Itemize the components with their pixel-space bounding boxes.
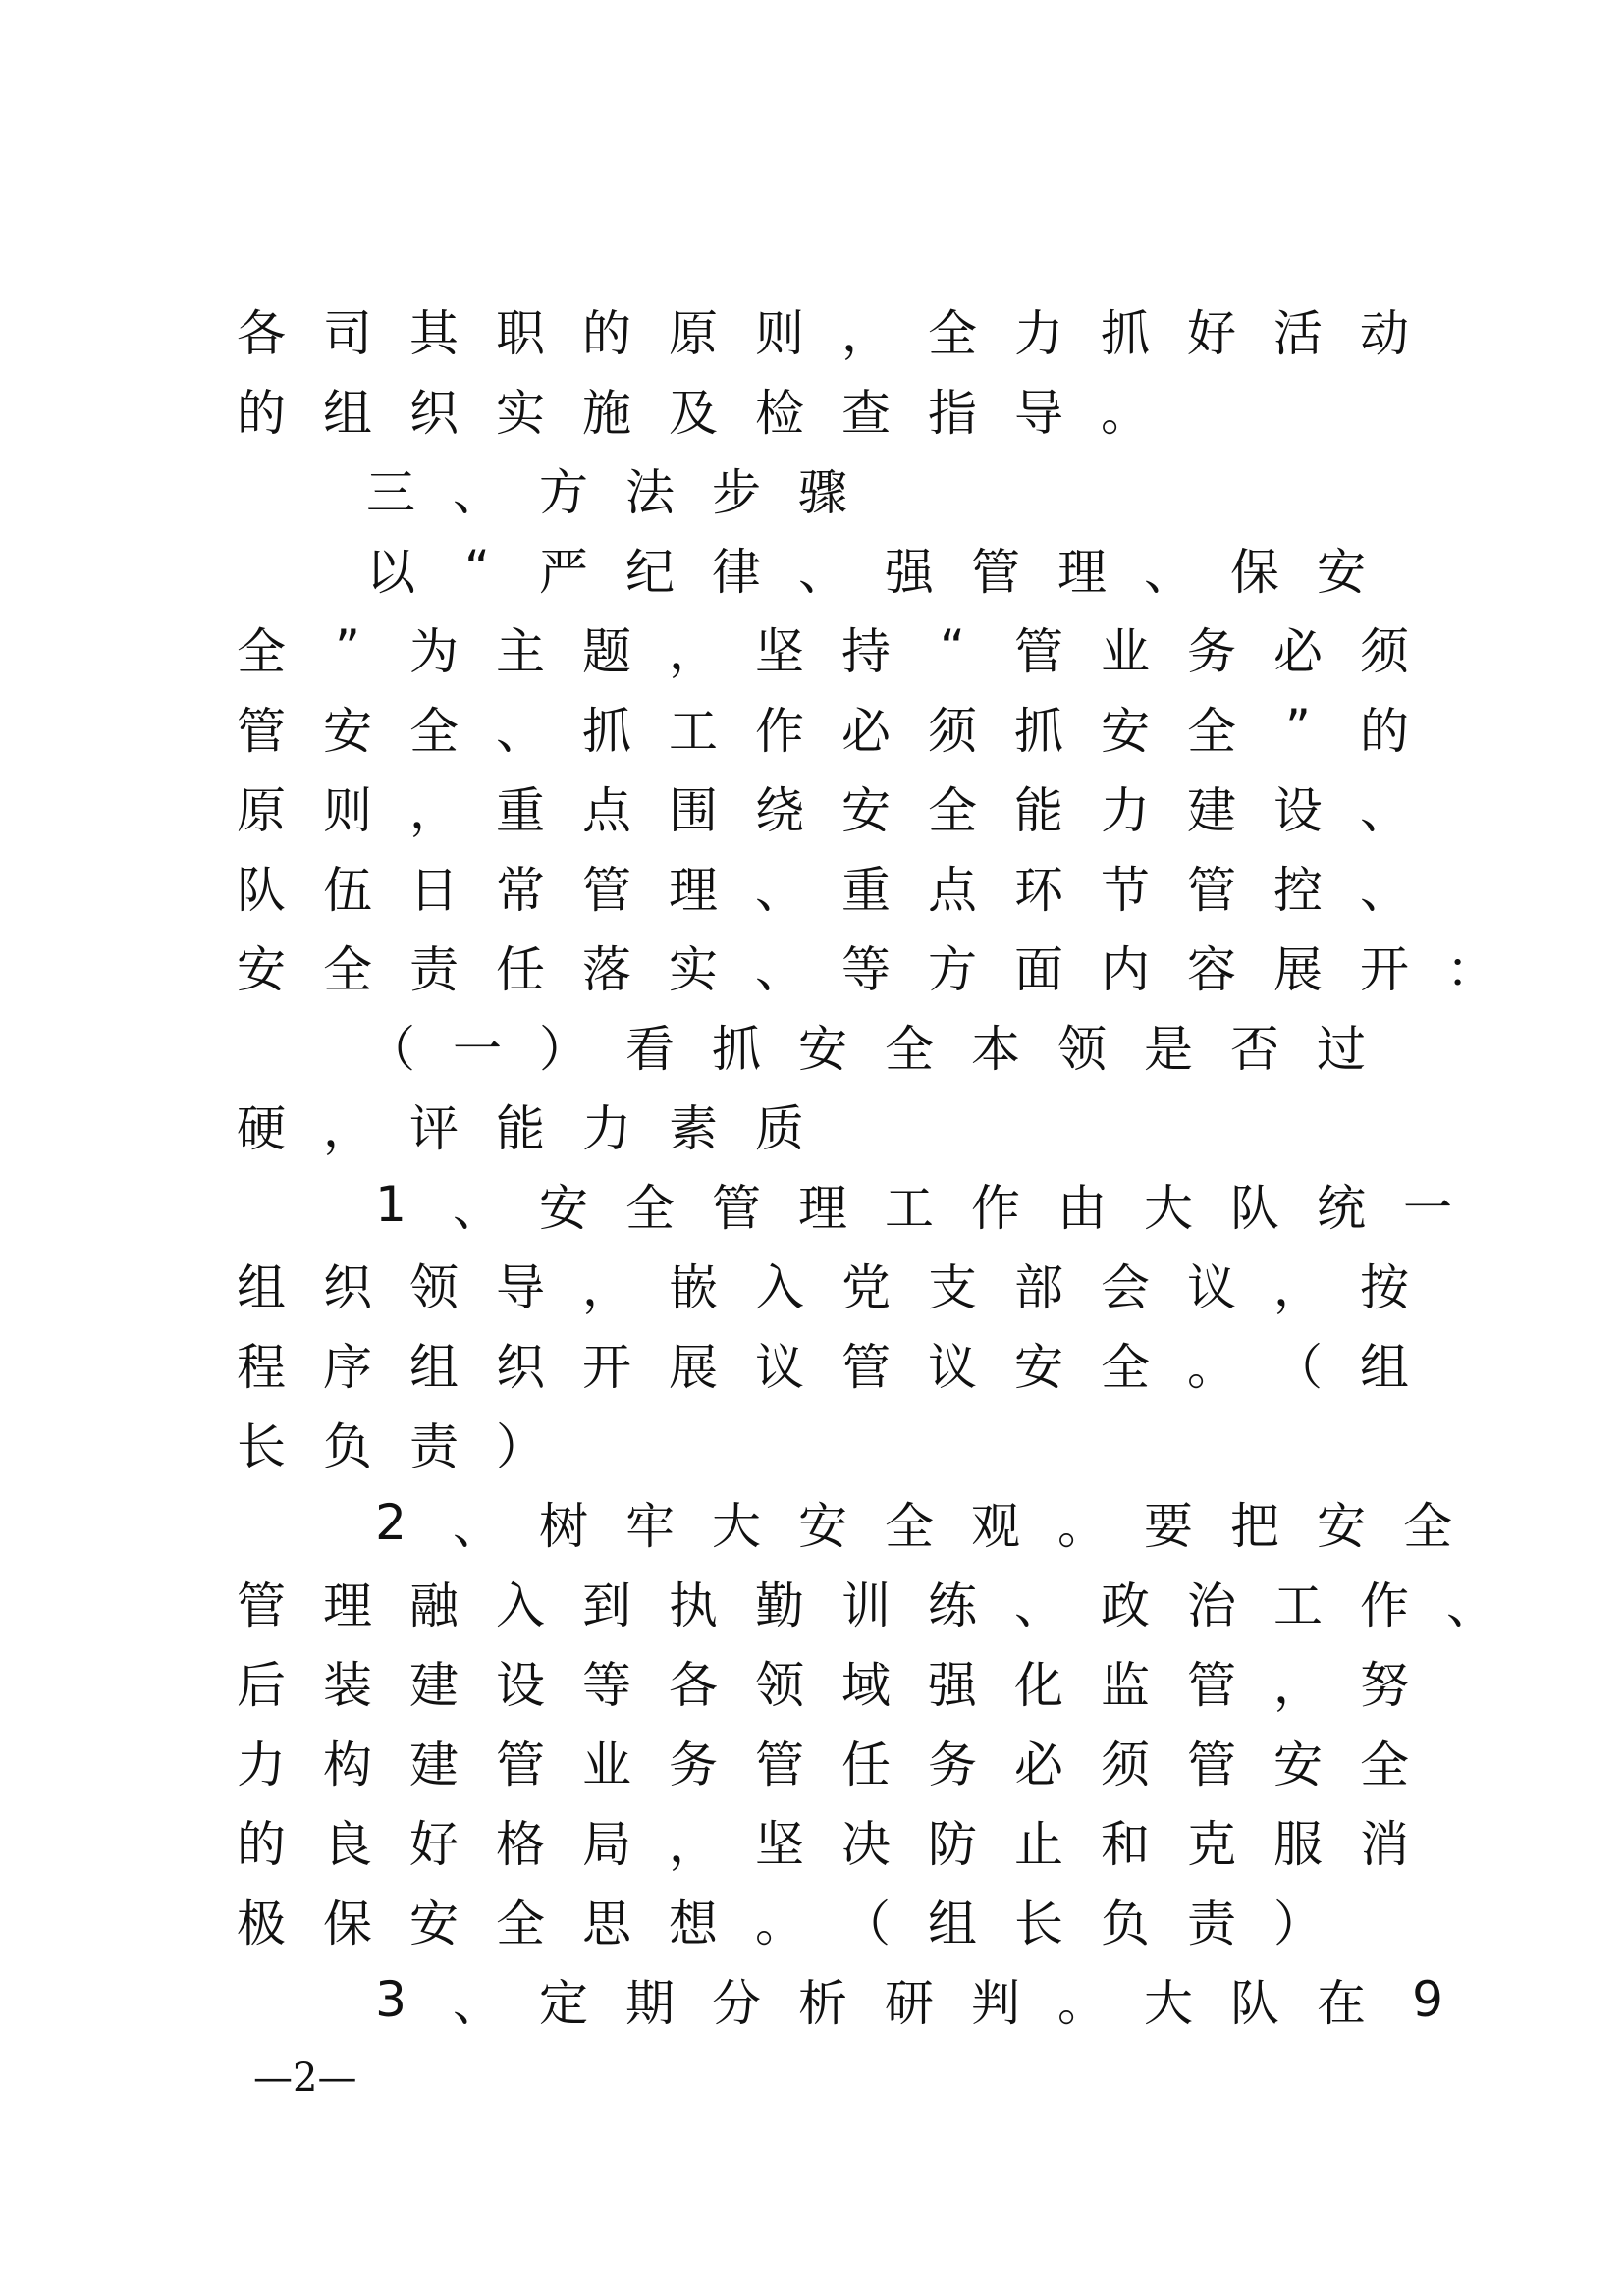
text-line: 安 全 责 任 落 实 、 等 方 面 内 容 展 开 ： — [237, 941, 1495, 998]
text-line: 的 良 好 格 局 ， 坚 决 防 止 和 克 服 消 — [237, 1816, 1409, 1873]
text-line: 长 负 责 ） — [237, 1418, 545, 1475]
text-line: 的 组 织 实 施 及 检 查 指 导 。 — [237, 385, 1150, 442]
text-line: 硬 ， 评 能 力 素 质 — [237, 1100, 804, 1157]
text-line: 后 装 建 设 等 各 领 域 强 化 监 管 ， 努 — [237, 1657, 1409, 1714]
text-line: 原 则 ， 重 点 围 绕 安 全 能 力 建 设 、 — [237, 782, 1409, 839]
text-line: 3 、 定 期 分 析 研 判 。 大 队 在 9 — [375, 1971, 1443, 2032]
text-line: 队 伍 日 常 管 理 、 重 点 环 节 管 控 、 — [237, 862, 1409, 919]
text-line: 组 织 领 导 ， 嵌 入 党 支 部 会 议 ， 按 — [237, 1259, 1409, 1316]
text-line: 管 理 融 入 到 执 勤 训 练 、 政 治 工 作 、 — [237, 1577, 1495, 1634]
page-number: —2— — [253, 2056, 357, 2101]
text-line: 2 、 树 牢 大 安 全 观 。 要 把 安 全 — [375, 1494, 1452, 1555]
text-line: （ 一 ） 看 抓 安 全 本 领 是 否 过 — [366, 1021, 1366, 1078]
text-line: 1 、 安 全 管 理 工 作 由 大 队 统 一 — [375, 1176, 1452, 1237]
text-line: 以 “ 严 纪 律 、 强 管 理 、 保 安 — [366, 540, 1366, 601]
text-line: 全 ” 为 主 题 ， 坚 持 “ 管 业 务 必 须 — [237, 619, 1409, 680]
text-line: 极 保 安 全 思 想 。 （ 组 长 负 责 ） — [237, 1896, 1323, 1952]
text-line: 力 构 建 管 业 务 管 任 务 必 须 管 安 全 — [237, 1736, 1409, 1793]
text-line: 管 安 全 、 抓 工 作 必 须 抓 安 全 ” 的 — [237, 699, 1409, 760]
text-line: 三 、 方 法 步 骤 — [366, 464, 847, 521]
text-line: 各 司 其 职 的 原 则 ， 全 力 抓 好 活 动 — [237, 305, 1409, 362]
text-line: 程 序 组 织 开 展 议 管 议 安 全 。 （ 组 — [237, 1339, 1409, 1396]
